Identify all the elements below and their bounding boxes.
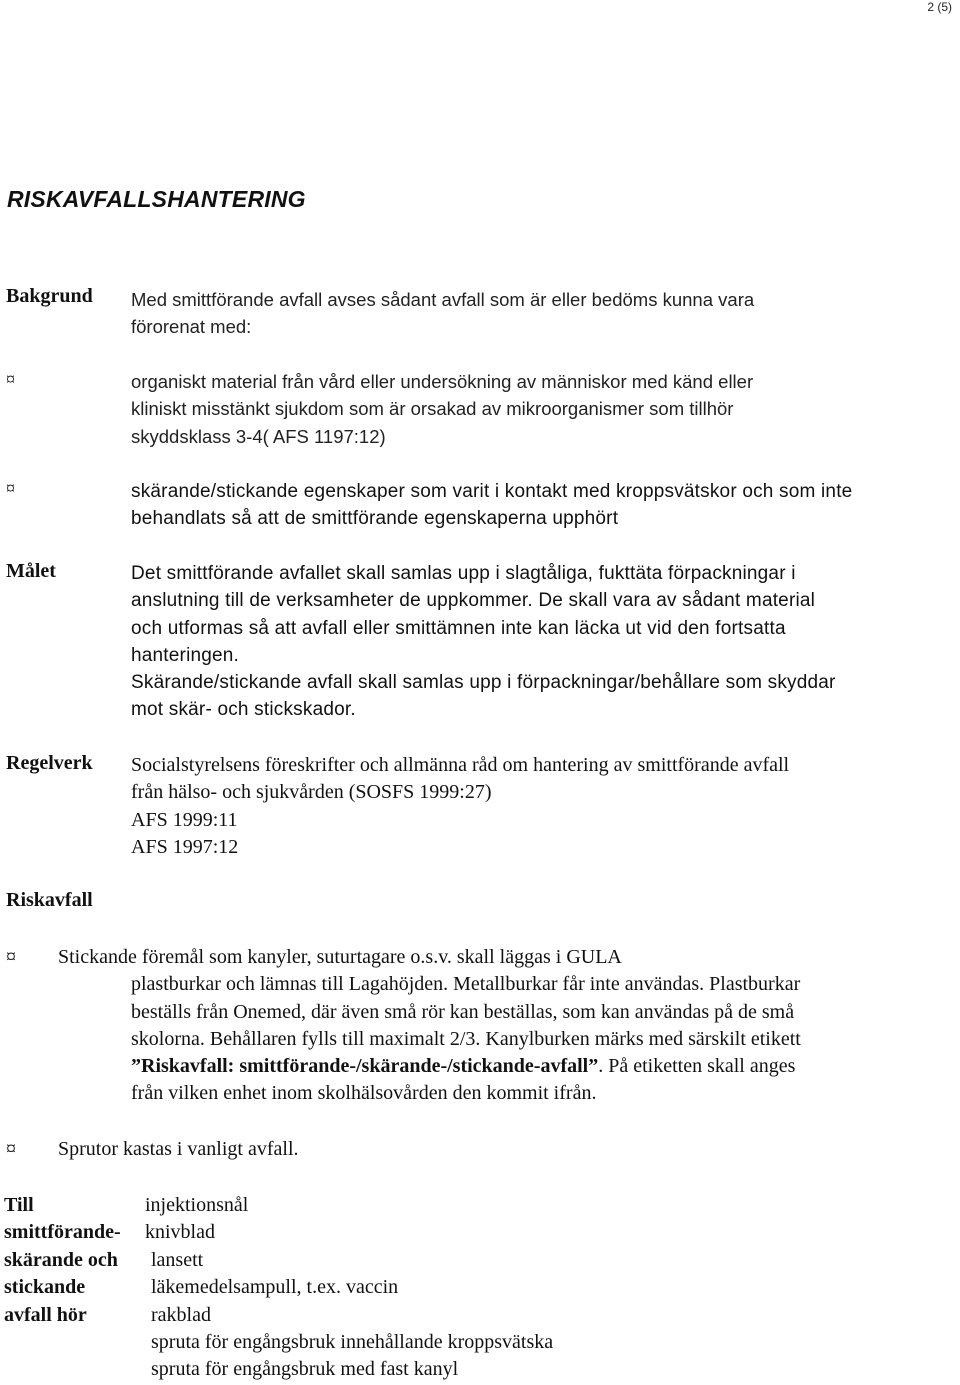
text-line: och utformas så att avfall eller smittämnen inte kan läcka ut vid den fortsatta bbox=[131, 617, 786, 639]
text-line: AFS 1997:12 bbox=[131, 835, 239, 858]
till-item: spruta för engångsbruk innehållande kroppsvätska bbox=[151, 1330, 554, 1353]
etikett-line bbox=[6, 1053, 936, 1080]
bullet-symbol: ¤ bbox=[6, 946, 16, 968]
bullet-symbol: ¤ bbox=[6, 1138, 16, 1160]
till-item: lansett bbox=[151, 1248, 204, 1271]
till-label: Till bbox=[4, 1194, 34, 1216]
text-line: Det smittförande avfallet skall samlas upp i slagtåliga, fukttäta förpackningar i bbox=[131, 563, 796, 584]
till-item: injektionsnål bbox=[145, 1194, 249, 1216]
text-line: Skärande/stickande avfall skall samlas upp i förpackningar/behållare som skyddar bbox=[131, 672, 836, 694]
text-line: Sprutor kastas i vanligt avfall. bbox=[58, 1138, 299, 1160]
text-line: hanteringen. bbox=[131, 644, 240, 666]
riskavfall-item-2 bbox=[6, 1136, 936, 1163]
text-line: behandlats så att de smittförande egenskaperna upphört bbox=[131, 508, 619, 530]
malet-text bbox=[131, 560, 931, 724]
till-item: spruta för engångsbruk med fast kanyl bbox=[151, 1358, 459, 1381]
text-line: skärande/stickande egenskaper som varit i kontakt med kroppsvätskor och som inte bbox=[131, 481, 853, 502]
section-label-riskavfall: Riskavfall bbox=[6, 889, 93, 911]
text-line: anslutning till de verksamheter de uppkommer. De skall vara av sådant material bbox=[131, 590, 816, 612]
etikett-label: ”Riskavfall: smittförande-/skärande-/stickande-avfall” bbox=[131, 1055, 599, 1078]
document-title: RISKAVFALLSHANTERING bbox=[7, 186, 306, 212]
till-item: knivblad bbox=[145, 1221, 215, 1244]
page-number: 2 (5) bbox=[927, 0, 952, 14]
text-line: skolorna. Behållaren fylls till maximalt 2/3. Kanylburken märks med särskilt etikett bbox=[131, 1027, 801, 1050]
text-line: Socialstyrelsens föreskrifter och allmänna råd om hantering av smittförande avfall bbox=[131, 754, 790, 776]
text-line: AFS 1999:11 bbox=[131, 808, 238, 831]
till-label: skärande och bbox=[4, 1248, 118, 1271]
till-item: rakblad bbox=[151, 1303, 211, 1326]
text-line: förorenat med: bbox=[131, 316, 252, 338]
text-line: Med smittförande avfall avses sådant avfall som är eller bedöms kunna vara bbox=[131, 289, 755, 310]
text-line: . På etiketten skall anges bbox=[598, 1055, 796, 1078]
regelverk-text bbox=[131, 752, 931, 861]
section-label-bakgrund: Bakgrund bbox=[6, 285, 93, 307]
text-line: kliniskt misstänkt sjukdom som är orsakad av mikroorganismer som tillhör bbox=[131, 398, 734, 420]
text-line: mot skär- och stickskador. bbox=[131, 699, 356, 721]
text-line: skyddsklass 3-4( AFS 1197:12) bbox=[131, 425, 386, 447]
text-line: beställs från Onemed, där även små rör kan beställas, som kan användas på de små bbox=[131, 1000, 795, 1023]
bakgrund-intro bbox=[131, 286, 931, 341]
text-line: från hälso- och sjukvården (SOSFS 1999:27) bbox=[131, 781, 492, 804]
text-line: Stickande föremål som kanyler, suturtagare o.s.v. skall läggas i GULA bbox=[58, 946, 622, 968]
till-label: avfall hör bbox=[4, 1303, 87, 1326]
riskavfall-item-1 bbox=[6, 944, 936, 1108]
till-label: smittförande- bbox=[4, 1221, 121, 1244]
till-label: stickande bbox=[4, 1276, 86, 1299]
section-label-regelverk: Regelverk bbox=[6, 752, 93, 774]
bakgrund-bullet-2 bbox=[131, 478, 931, 533]
section-label-malet: Målet bbox=[6, 560, 56, 582]
till-item: läkemedelsampull, t.ex. vaccin bbox=[151, 1276, 399, 1299]
text-line: från vilken enhet inom skolhälsovården den kommit ifrån. bbox=[131, 1082, 597, 1105]
text-line: organiskt material från vård eller undersökning av människor med känd eller bbox=[131, 371, 754, 392]
bakgrund-bullet-1 bbox=[131, 368, 931, 450]
bullet-symbol: ¤ bbox=[6, 478, 15, 498]
bullet-symbol: ¤ bbox=[6, 369, 15, 389]
text-line: plastburkar och lämnas till Lagahöjden. Metallburkar får inte användas. Plastburkar bbox=[131, 973, 801, 996]
